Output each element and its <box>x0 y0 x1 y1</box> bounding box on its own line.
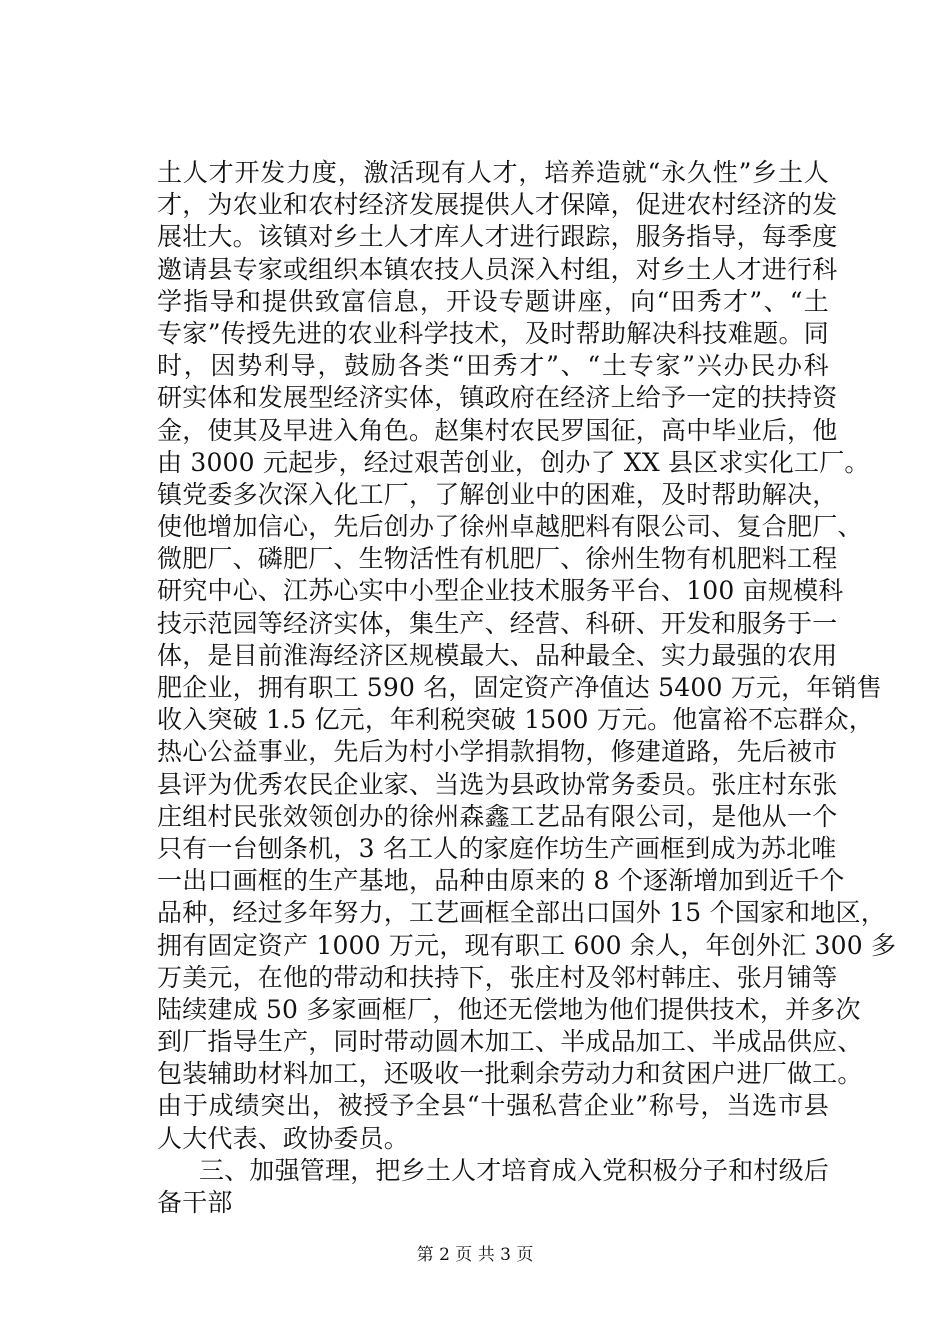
text-line: 研实体和发展型经济实体，镇政府在经济上给予一定的扶持资 <box>157 383 838 413</box>
text-line: 使他增加信心，先后创办了徐州卓越肥料有限公司、复合肥厂、 <box>157 512 863 542</box>
page-number-footer: 第 2 页 共 3 页 <box>416 1245 534 1265</box>
text-line: 一出口画框的生产基地，品种由原来的 8 个逐渐增加到近千个 <box>157 866 845 896</box>
text-line: 体，是目前淮海经济区规模最大、品种最全、实力最强的农用 <box>157 640 838 670</box>
text-line: 拥有固定资产 1000 万元，现有职工 600 余人，年创外汇 300 多 <box>157 930 897 960</box>
text-line: 陆续建成 50 多家画框厂，他还无偿地为他们提供技术，并多次 <box>157 994 861 1024</box>
text-line: 土人才开发力度，激活现有人才，培养造就“永久性”乡土人 <box>157 158 829 187</box>
text-line: 专家”传授先进的农业科学技术，及时帮助解决科技难题。同 <box>157 318 829 348</box>
text-line: 肥企业，拥有职工 590 名，固定资产净值达 5400 万元，年销售 <box>157 673 882 702</box>
text-line: 由 3000 元起步，经过艰苦创业，创办了 XX 县区求实化工厂。 <box>157 447 870 477</box>
text-line: 展壮大。该镇对乡土人才库人才进行跟踪，服务指导，每季度 <box>157 222 838 252</box>
document-body <box>157 157 897 1219</box>
text-line: 品种，经过多年努力，工艺画框全部出口国外 15 个国家和地区， <box>157 898 886 928</box>
text-line: 才，为农业和农村经济发展提供人才保障，促进农村经济的发 <box>157 190 838 220</box>
text-line: 万美元，在他的带动和扶持下，张庄村及邻村韩庄、张月铺等 <box>157 962 838 992</box>
text-line: 金，使其及早进入角色。赵集村农民罗国征，高中毕业后，他 <box>157 415 838 445</box>
text-line: 只有一台刨条机，3 名工人的家庭作坊生产画框到成为苏北唯 <box>157 833 837 863</box>
text-line: 镇党委多次深入化工厂，了解创业中的困难，及时帮助解决， <box>157 479 838 509</box>
text-line: 时，因势利导，鼓励各类“田秀才”、“土专家”兴办民办科 <box>157 351 829 381</box>
section-heading-line: 三、加强管理，把乡土人才培育成入党积极分子和村级后 <box>199 1155 830 1185</box>
text-line: 邀请县专家或组织本镇农技人员深入村组，对乡土人才进行科 <box>157 254 838 284</box>
text-line: 到厂指导生产，同时带动圆木加工、半成品加工、半成品供应、 <box>157 1027 863 1057</box>
text-line: 技示范园等经济实体，集生产、经营、科研、开发和服务于一 <box>157 608 838 638</box>
section-heading-line: 备干部 <box>157 1188 233 1217</box>
text-line: 包装辅助材料加工，还吸收一批剩余劳动力和贫困户进厂做工。 <box>157 1059 863 1089</box>
text-line: 研究中心、江苏心实中小型企业技术服务平台、100 亩规模科 <box>157 576 844 606</box>
text-line: 学指导和提供致富信息，开设专题讲座，向“田秀才”、“土 <box>157 286 829 316</box>
text-line: 微肥厂、磷肥厂、生物活性有机肥厂、徐州生物有机肥料工程 <box>157 544 838 574</box>
text-line: 热心公益事业，先后为村小学捐款捐物，修建道路，先后被市 <box>157 737 838 767</box>
text-line: 庄组村民张效领创办的徐州森鑫工艺品有限公司，是他从一个 <box>157 801 838 831</box>
text-line: 收入突破 1.5 亿元，年利税突破 1500 万元。他富裕不忘群众， <box>157 705 874 735</box>
text-line: 人大代表、政协委员。 <box>157 1123 410 1153</box>
text-line: 由于成绩突出，被授予全县“十强私营企业”称号，当选市县 <box>157 1091 829 1121</box>
text-line: 县评为优秀农民企业家、当选为县政协常务委员。张庄村东张 <box>157 769 838 799</box>
